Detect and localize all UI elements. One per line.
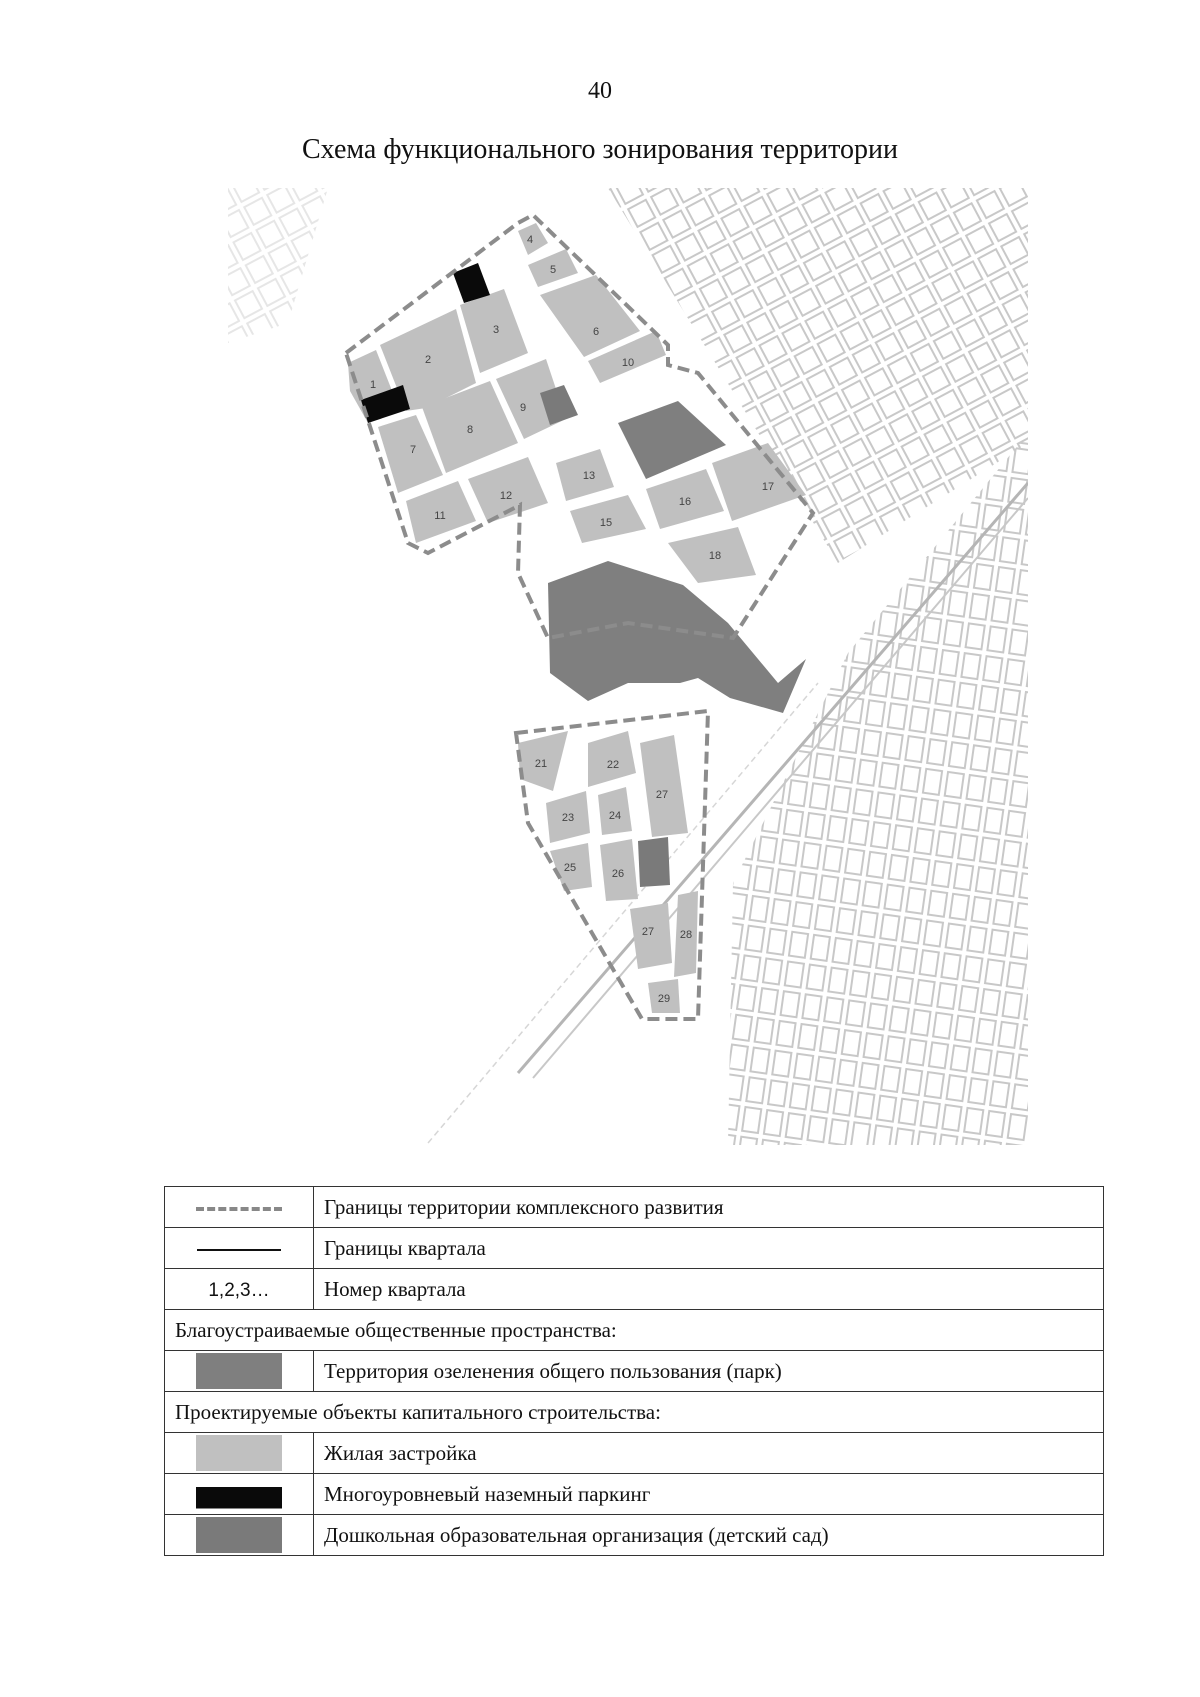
block-number: 15	[599, 517, 613, 529]
legend-label: Многоуровневый наземный паркинг	[314, 1474, 1104, 1515]
legend-row-kindergarten	[165, 1515, 1104, 1556]
block-number: 27	[641, 926, 655, 938]
block-number: 23	[561, 812, 575, 824]
block-number: 7	[409, 444, 417, 456]
block-number: 2	[424, 354, 432, 366]
block-number: 16	[678, 496, 692, 508]
legend-row-park	[165, 1351, 1104, 1392]
residential-swatch	[196, 1435, 282, 1471]
block-number: 10	[621, 357, 635, 369]
legend-section-public-spaces	[165, 1310, 1104, 1351]
block-number: 1	[369, 379, 377, 391]
park-swatch	[196, 1353, 282, 1389]
page-title: Схема функционального зонирования территории	[301, 134, 898, 165]
block-number: 21	[534, 758, 548, 770]
legend-row-residential	[165, 1433, 1104, 1474]
block-number: 6	[592, 326, 600, 338]
legend-symbol-solid-line	[165, 1228, 314, 1269]
park-north-east[interactable]	[618, 401, 726, 479]
legend-section-heading: Благоустраиваемые общественные пространства:	[165, 1310, 1104, 1351]
block-27-north[interactable]	[640, 735, 688, 837]
legend-swatch-cell	[165, 1515, 314, 1556]
legend-label: Границы квартала	[314, 1228, 1104, 1269]
park-area[interactable]	[548, 561, 806, 713]
block-number: 18	[708, 550, 722, 562]
block-number: 25	[563, 862, 577, 874]
legend-symbol-dashed-line	[165, 1187, 314, 1228]
legend-label: Дошкольная образовательная организация (детский сад)	[314, 1515, 1104, 1556]
legend-row-boundary	[165, 1187, 1104, 1228]
kindergarten-south[interactable]	[638, 837, 670, 887]
block-number: 24	[608, 810, 622, 822]
block-number: 5	[549, 264, 557, 276]
block-number: 27	[655, 789, 669, 801]
legend-row-block-number	[165, 1269, 1104, 1310]
legend-label: Номер квартала	[314, 1269, 1104, 1310]
block-number: 13	[582, 470, 596, 482]
legend-table	[164, 1186, 1104, 1556]
parking-swatch	[196, 1476, 282, 1512]
legend-label: Границы территории комплексного развития	[314, 1187, 1104, 1228]
block-number: 3	[492, 324, 500, 336]
block-number: 12	[499, 490, 513, 502]
block-number: 17	[761, 481, 775, 493]
block-number: 22	[606, 759, 620, 771]
legend-swatch-cell	[165, 1351, 314, 1392]
legend-label: Жилая застройка	[314, 1433, 1104, 1474]
legend-swatch-cell	[165, 1474, 314, 1515]
legend-section-heading: Проектируемые объекты капитального строительства:	[165, 1392, 1104, 1433]
block-number: 4	[526, 234, 534, 246]
legend-row-parking	[165, 1474, 1104, 1515]
block-number: 29	[657, 993, 671, 1005]
block-number: 26	[611, 868, 625, 880]
block-number: 9	[519, 402, 527, 414]
legend-row-block-border	[165, 1228, 1104, 1269]
legend-swatch-cell	[165, 1433, 314, 1474]
legend-symbol-number	[165, 1269, 314, 1310]
legend-number-symbol: 1,2,3…	[208, 1279, 270, 1301]
block-number: 11	[434, 510, 446, 522]
block-number: 8	[466, 424, 474, 436]
legend-section-construction	[165, 1392, 1104, 1433]
legend-label: Территория озеленения общего пользования (парк)	[314, 1351, 1104, 1392]
block-number: 28	[679, 929, 693, 941]
zoning-map[interactable]	[228, 183, 1028, 1145]
street-grid-west	[228, 188, 328, 343]
page-number: 40	[588, 78, 612, 104]
street-grid-southeast	[728, 433, 1028, 1145]
kindergarten-swatch	[196, 1517, 282, 1553]
